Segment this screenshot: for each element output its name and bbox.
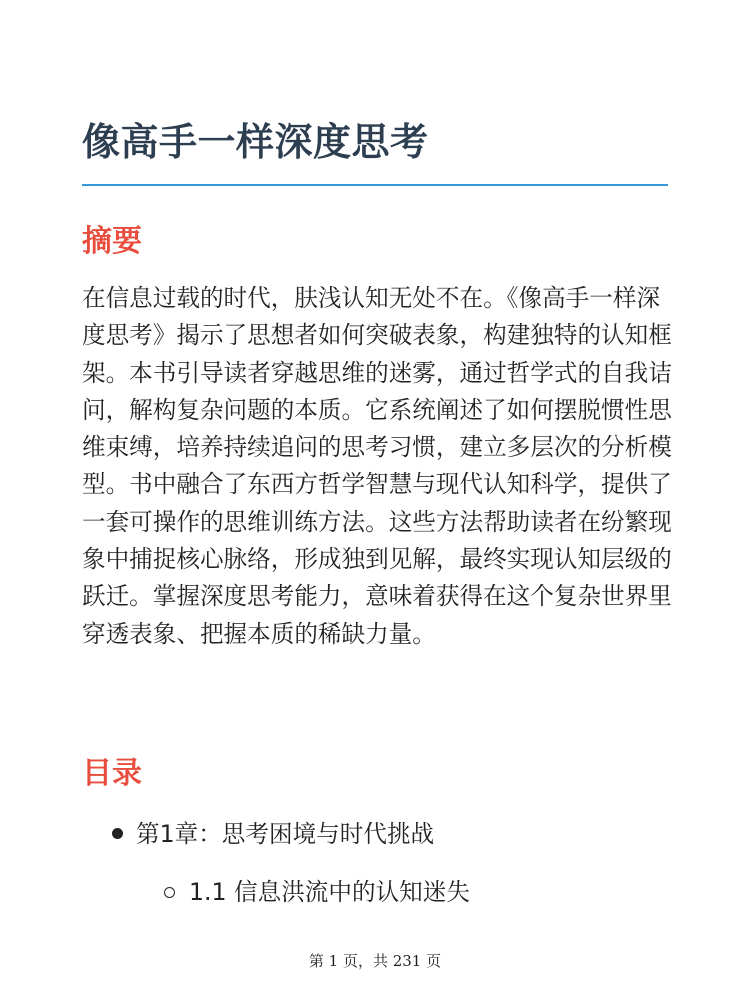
summary-paragraph: 在信息过载的时代，肤浅认知无处不在。《像高手一样深度思考》揭示了思想者如何突破表象，构建独特的认知框架。本书引导读者穿越思维的迷雾，通过哲学式的自我诘问，解构复杂问题的本质。它系统阐述了如何摆脱惯性思维束缚，培养持续追问的思考习惯，建立多层次的分析模型。书中融合了东西方哲学智慧与现代认知科学，提供了一套可操作的思维训练方法。这些方法帮助读者在纷繁现象中捕捉核心脉络，形成独到见解，最终实现认知层级的跃迁。掌握深度思考能力，意味着获得在这个复杂世界里穿透表象、把握本质的稀缺力量。 (82, 284, 672, 648)
document-title: 像高手一样深度思考 (82, 120, 429, 164)
page-footer: 第 1 页，共 231 页 (308, 952, 442, 970)
title-divider (82, 184, 668, 186)
disc-bullet-icon (112, 828, 123, 839)
summary-heading: 摘要 (82, 224, 142, 259)
toc-item-label: 第1章：思考困境与时代挑战 (136, 820, 435, 848)
toc-item-label: 1.1 信息洪流中的认知迷失 (189, 878, 470, 906)
circle-bullet-icon (164, 887, 175, 898)
toc-heading: 目录 (82, 756, 142, 791)
